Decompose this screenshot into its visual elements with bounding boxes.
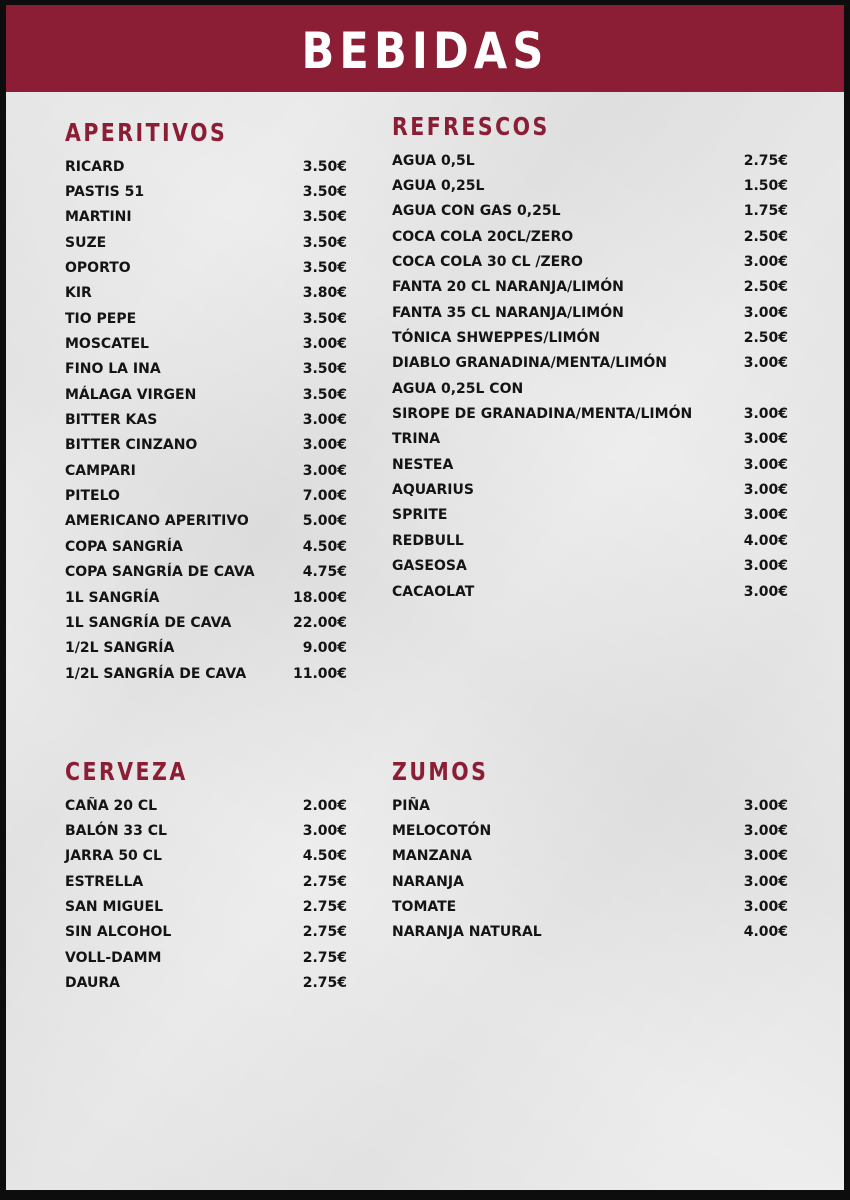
item-price: 1.75€	[743, 203, 788, 220]
item-name: BITTER CINZANO	[65, 437, 198, 454]
menu-item	[65, 610, 347, 635]
item-name: JARRA 50 CL	[65, 848, 162, 865]
item-name: SIN ALCOHOL	[65, 924, 172, 941]
item-price: 3.50€	[302, 234, 347, 251]
item-price: 3.50€	[302, 158, 347, 175]
item-name: AQUARIUS	[392, 482, 474, 499]
item-price: 3.50€	[302, 209, 347, 226]
item-list	[65, 793, 347, 996]
item-price: 1.50€	[743, 178, 788, 195]
item-price: 2.75€	[302, 899, 347, 916]
item-price: 3.00€	[743, 406, 788, 423]
item-price: 3.50€	[302, 260, 347, 277]
item-name: AGUA CON GAS 0,25L	[392, 203, 561, 220]
item-name: COPA SANGRÍA DE CAVA	[65, 564, 255, 581]
item-name: NESTEA	[392, 456, 454, 473]
item-name: PIÑA	[392, 797, 431, 814]
menu-item	[65, 382, 347, 407]
menu-item	[65, 585, 347, 610]
item-name: COPA SANGRÍA	[65, 538, 183, 555]
item-price: 5.00€	[302, 513, 347, 530]
item-price: 2.50€	[743, 279, 788, 296]
section-refrescos	[392, 112, 788, 604]
item-name: BALÓN 33 CL	[65, 823, 167, 840]
menu-item	[392, 503, 788, 528]
item-name: AGUA 0,5L	[392, 152, 475, 169]
menu-item	[392, 818, 788, 843]
item-name: TÓNICA SHWEPPES/LIMÓN	[392, 330, 601, 347]
item-price: 3.00€	[743, 456, 788, 473]
item-name: TRINA	[392, 431, 441, 448]
menu-item	[392, 275, 788, 300]
item-price: 11.00€	[292, 665, 347, 682]
menu-item	[65, 844, 347, 869]
item-price: 3.00€	[302, 823, 347, 840]
item-price: 3.80€	[302, 285, 347, 302]
menu-item	[392, 401, 788, 426]
item-list	[65, 154, 347, 686]
menu-item	[65, 509, 347, 534]
item-price: 3.00€	[743, 482, 788, 499]
item-price: 3.50€	[302, 361, 347, 378]
item-price: 9.00€	[302, 640, 347, 657]
menu-item	[65, 433, 347, 458]
menu-item	[392, 528, 788, 553]
item-price: 2.50€	[743, 330, 788, 347]
menu-item	[392, 325, 788, 350]
menu-item	[65, 945, 347, 970]
item-name: CAÑA 20 CL	[65, 797, 158, 814]
menu-item	[392, 554, 788, 579]
item-name: GASEOSA	[392, 558, 467, 575]
item-price: 3.50€	[302, 310, 347, 327]
menu-item	[65, 205, 347, 230]
item-name: AGUA 0,25L	[392, 178, 485, 195]
menu-item	[65, 357, 347, 382]
menu-item	[65, 793, 347, 818]
menu-item	[65, 560, 347, 585]
item-price: 3.00€	[743, 507, 788, 524]
item-name: SUZE	[65, 234, 107, 251]
header-banner	[6, 5, 844, 92]
menu-item	[65, 331, 347, 356]
item-price: 3.00€	[743, 431, 788, 448]
item-name: AMERICANO APERITIVO	[65, 513, 249, 530]
item-name: MELOCOTÓN	[392, 823, 492, 840]
item-price: 4.00€	[743, 924, 788, 941]
item-name: CAMPARI	[65, 462, 136, 479]
item-name: MOSCATEL	[65, 336, 149, 353]
menu-item	[392, 793, 788, 818]
menu-item	[65, 255, 347, 280]
item-price: 3.00€	[743, 823, 788, 840]
item-name: PITELO	[65, 488, 120, 505]
item-price: 3.00€	[302, 412, 347, 429]
menu-item	[65, 306, 347, 331]
item-name: TOMATE	[392, 899, 457, 916]
page-title: BEBIDAS	[301, 22, 549, 80]
item-name: FANTA 20 CL NARANJA/LIMÓN	[392, 279, 624, 296]
item-price: 2.75€	[302, 924, 347, 941]
item-price: 2.75€	[302, 949, 347, 966]
item-price: 3.00€	[302, 336, 347, 353]
section-title: CERVEZA	[65, 757, 188, 786]
item-name: NARANJA NATURAL	[392, 924, 542, 941]
item-name: REDBULL	[392, 532, 464, 549]
item-name: MÁLAGA VIRGEN	[65, 386, 197, 403]
item-price: 2.75€	[302, 975, 347, 992]
item-name: BITTER KAS	[65, 412, 158, 429]
item-name: 1L SANGRÍA DE CAVA	[65, 614, 232, 631]
menu-item	[65, 458, 347, 483]
item-name: 1/2L SANGRÍA	[65, 640, 175, 657]
item-list	[392, 793, 788, 945]
section-title: ZUMOS	[392, 757, 489, 786]
item-name: MANZANA	[392, 848, 473, 865]
item-price: 3.00€	[743, 583, 788, 600]
menu-page	[6, 5, 844, 1190]
item-name: VOLL-DAMM	[65, 949, 162, 966]
menu-item	[65, 407, 347, 432]
item-price: 7.00€	[302, 488, 347, 505]
item-price: 22.00€	[292, 614, 347, 631]
item-name: AGUA 0,25L CON	[392, 380, 524, 397]
menu-item	[65, 894, 347, 919]
item-price: 2.75€	[743, 152, 788, 169]
menu-item	[392, 452, 788, 477]
menu-item	[392, 920, 788, 945]
item-name: CACAOLAT	[392, 583, 475, 600]
menu-item	[65, 534, 347, 559]
item-name: SIROPE DE GRANADINA/MENTA/LIMÓN	[392, 406, 693, 423]
menu-item	[65, 230, 347, 255]
section-aperitivos	[65, 118, 347, 686]
item-price: 3.00€	[743, 254, 788, 271]
item-name: COCA COLA 20CL/ZERO	[392, 228, 574, 245]
section-title: APERITIVOS	[65, 118, 228, 147]
menu-item	[392, 224, 788, 249]
menu-item	[65, 179, 347, 204]
item-name: OPORTO	[65, 260, 131, 277]
item-price: 3.50€	[302, 184, 347, 201]
section-zumos	[392, 757, 788, 945]
item-price: 3.00€	[743, 848, 788, 865]
item-price: 3.00€	[743, 899, 788, 916]
menu-item	[392, 579, 788, 604]
menu-item	[392, 148, 788, 173]
item-name: COCA COLA 30 CL /ZERO	[392, 254, 583, 271]
menu-item	[392, 300, 788, 325]
menu-item	[65, 920, 347, 945]
menu-item	[392, 249, 788, 274]
menu-item	[392, 376, 788, 401]
item-price: 3.00€	[302, 462, 347, 479]
item-name: KIR	[65, 285, 92, 302]
section-cerveza	[65, 757, 347, 996]
item-name: FINO LA INA	[65, 361, 161, 378]
item-price: 2.00€	[302, 797, 347, 814]
item-price: 4.50€	[302, 538, 347, 555]
menu-item	[392, 427, 788, 452]
menu-item	[392, 477, 788, 502]
item-price: 2.50€	[743, 228, 788, 245]
menu-item	[392, 199, 788, 224]
item-name: 1/2L SANGRÍA DE CAVA	[65, 665, 247, 682]
item-list	[392, 148, 788, 604]
menu-item	[65, 970, 347, 995]
item-name: RICARD	[65, 158, 125, 175]
menu-item	[65, 483, 347, 508]
section-title: REFRESCOS	[392, 112, 550, 141]
item-name: 1L SANGRÍA	[65, 589, 160, 606]
menu-item	[65, 636, 347, 661]
menu-item	[392, 869, 788, 894]
item-name: SAN MIGUEL	[65, 899, 163, 916]
item-price: 4.50€	[302, 848, 347, 865]
item-name: ESTRELLA	[65, 873, 144, 890]
item-name: NARANJA	[392, 873, 464, 890]
item-name: DIABLO GRANADINA/MENTA/LIMÓN	[392, 355, 667, 372]
item-price: 3.00€	[743, 304, 788, 321]
menu-item	[392, 894, 788, 919]
item-price: 3.50€	[302, 386, 347, 403]
menu-item	[65, 869, 347, 894]
menu-item	[392, 173, 788, 198]
item-price: 2.75€	[302, 873, 347, 890]
item-name: MARTINI	[65, 209, 132, 226]
item-price: 3.00€	[743, 558, 788, 575]
item-price: 4.75€	[302, 564, 347, 581]
menu-item	[392, 844, 788, 869]
menu-item	[65, 818, 347, 843]
item-name: FANTA 35 CL NARANJA/LIMÓN	[392, 304, 624, 321]
item-price: 4.00€	[743, 532, 788, 549]
item-name: SPRITE	[392, 507, 448, 524]
item-price: 3.00€	[743, 355, 788, 372]
menu-item	[65, 154, 347, 179]
menu-item	[65, 281, 347, 306]
menu-item	[65, 661, 347, 686]
item-name: TIO PEPE	[65, 310, 137, 327]
item-name: PASTIS 51	[65, 184, 145, 201]
item-price: 18.00€	[292, 589, 347, 606]
item-price: 3.00€	[743, 873, 788, 890]
item-price: 3.00€	[302, 437, 347, 454]
menu-item	[392, 351, 788, 376]
item-price: 3.00€	[743, 797, 788, 814]
item-name: DAURA	[65, 975, 121, 992]
